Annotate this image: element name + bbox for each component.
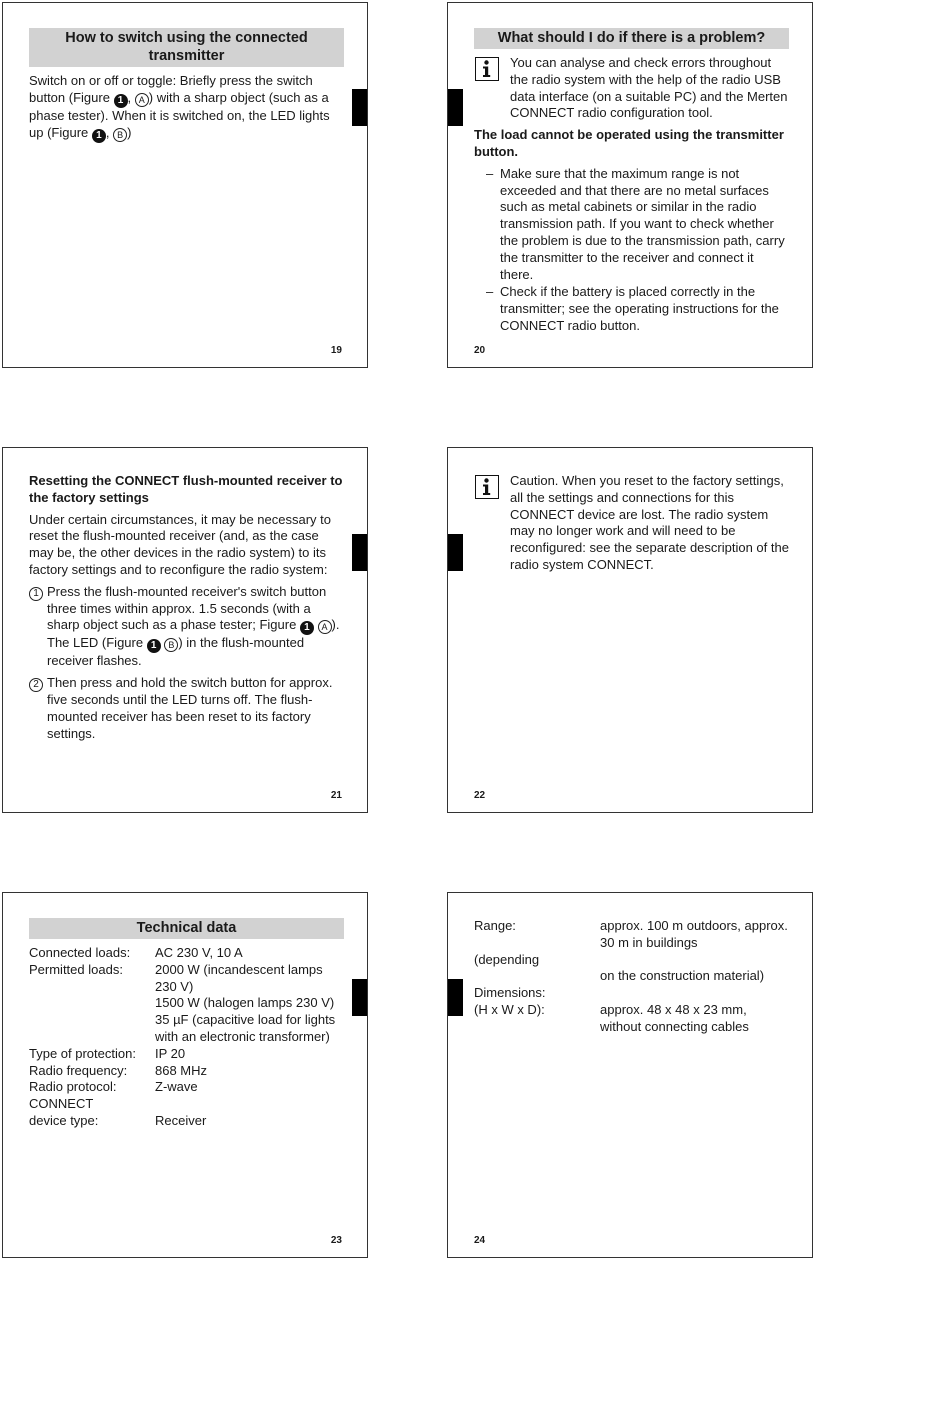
dash-marker: –	[486, 165, 494, 181]
figure-number-icon: 1	[114, 94, 128, 108]
problem-heading: The load cannot be operated using the transmitter button.	[474, 127, 784, 159]
page-21-content	[29, 473, 344, 747]
page-23	[2, 892, 368, 1258]
spec-key: device type:	[29, 1112, 99, 1128]
spec-value: 868 MHz	[155, 1062, 208, 1078]
table-row	[29, 1063, 344, 1080]
section-title: How to switch using the connected transmitter	[29, 28, 344, 67]
spec-value: Receiver	[155, 1112, 207, 1128]
page-22	[447, 447, 813, 813]
step-1	[29, 584, 344, 670]
step-1-icon: 1	[29, 587, 43, 601]
table-row	[29, 1096, 344, 1113]
text-segment: ,	[105, 124, 114, 140]
figure-number-icon: 1	[300, 621, 314, 635]
page-number: 19	[330, 345, 342, 356]
thumb-tab	[448, 89, 463, 126]
info-icon	[475, 475, 499, 499]
text-segment: Press the flush-mounted receiver's switch button three times within approx. 1.5 seconds (with a sharp object such as a phase tester; Figure	[47, 583, 327, 633]
step-2	[29, 675, 344, 742]
table-row	[29, 1012, 344, 1046]
list-item-text: Check if the battery is placed correctly in the transmitter; see the operating instructions for the CONNECT radio button.	[500, 284, 779, 333]
page-number: 21	[330, 790, 342, 801]
callout-a-icon: A	[318, 620, 332, 634]
list-item	[486, 166, 789, 284]
spec-key: Radio protocol:	[29, 1079, 117, 1095]
page-20	[447, 2, 813, 368]
reset-heading: Resetting the CONNECT flush-mounted receiver to the factory settings	[29, 473, 343, 505]
section-title: Technical data	[29, 918, 344, 939]
spec-key: (depending	[474, 951, 540, 967]
table-row	[474, 985, 789, 1002]
table-row	[474, 952, 789, 969]
range-dimensions-table	[474, 918, 789, 1036]
info-icon	[475, 57, 499, 81]
info-text: You can analyse and check errors throughout the radio system with the help of the radio USB data interface (on a suitable PC) and the Merten CONNECT radio configuration tool.	[510, 55, 788, 121]
text-segment: ) with a sharp object (such as a phase tester). When it is switched on, the LED lights up (Figure	[29, 89, 330, 140]
page-number: 22	[474, 790, 486, 801]
page-number: 20	[474, 345, 486, 356]
thumb-tab	[352, 534, 367, 571]
spec-value	[155, 1096, 344, 1113]
spec-key: Dimensions:	[474, 985, 546, 1001]
thumb-tab	[448, 979, 463, 1016]
table-row	[474, 968, 789, 985]
text-segment: )	[127, 124, 132, 140]
callout-b-icon: B	[113, 128, 127, 142]
spec-value: 2000 W (incandescent lamps 230 V)	[155, 961, 323, 994]
figure-number-icon: 1	[92, 129, 106, 143]
step-2-icon: 2	[29, 678, 43, 692]
spec-value: on the construction material)	[600, 968, 765, 984]
table-row	[29, 1113, 344, 1130]
page-24-content	[474, 918, 789, 1036]
dash-marker: –	[486, 284, 494, 300]
list-item	[486, 284, 789, 334]
spec-key	[29, 1012, 155, 1046]
table-row	[29, 1046, 344, 1063]
thumb-tab	[352, 89, 367, 126]
page-23-content	[29, 918, 344, 1130]
thumb-tab	[352, 979, 367, 1016]
text-segment: ,	[127, 89, 135, 105]
page-number: 24	[474, 1235, 486, 1246]
figure-number-icon: 1	[147, 639, 161, 653]
text-segment: ) in the flush-mounted receiver flashes.	[47, 635, 305, 669]
spec-key: Connected loads:	[29, 945, 131, 960]
spec-key: Range:	[474, 918, 516, 933]
spec-key: Permitted loads:	[29, 961, 123, 977]
spec-value: 35 µF (capacitive load for lights with an electronic transformer)	[155, 1012, 336, 1044]
spec-key: (H x W x D):	[474, 1001, 545, 1017]
table-row	[29, 995, 344, 1012]
step-number	[29, 675, 47, 742]
caution-note	[474, 473, 789, 574]
page-22-content	[474, 473, 789, 579]
page-19	[2, 2, 368, 368]
step-2-text: Then press and hold the switch button for approx. five seconds until the LED turns off. The flush-mounted receiver has been reset to its factory settings.	[47, 675, 333, 741]
spec-value: Z-wave	[155, 1079, 198, 1095]
table-row	[474, 918, 789, 952]
spec-key: Radio frequency:	[29, 1062, 128, 1078]
spec-value: IP 20	[155, 1045, 186, 1061]
step-number	[29, 584, 47, 670]
table-row	[29, 1079, 344, 1096]
page-24	[447, 892, 813, 1258]
list-item-text: Make sure that the maximum range is not exceeded and that there are no metal surfaces such as metal cabinets or similar in the radio transmission path. If you want to check whether the problem is due to the transmission path, carry the transmitter to the receiver and connect it there.	[500, 165, 785, 282]
text-segment	[314, 617, 318, 632]
section-title: What should I do if there is a problem?	[474, 28, 789, 49]
reset-intro: Under certain circumstances, it may be necessary to reset the flush-mounted receiver (and, as the case may be, the other devices in the radio system) to its factory settings and to reconfigure the radio system:	[29, 511, 332, 577]
spec-value: 1500 W (halogen lamps 230 V)	[155, 995, 335, 1011]
technical-data-table	[29, 945, 344, 1130]
switch-instructions	[29, 73, 344, 143]
spec-value	[600, 985, 789, 1002]
table-row	[474, 1002, 789, 1036]
caution-text: Caution. When you reset to the factory settings, all the settings and connections for this CONNECT device are lost. The radio system may no longer work and will need to be reconfigured: see the separate description of the radio system CONNECT.	[510, 473, 789, 572]
step-1-text	[47, 584, 344, 670]
table-row	[29, 945, 344, 962]
text-segment: Switch on or off or toggle: Briefly press the switch button (Figure	[29, 73, 313, 105]
thumb-tab	[448, 534, 463, 571]
spec-key: Type of protection:	[29, 1045, 136, 1061]
spec-key	[29, 995, 155, 1012]
page-21	[2, 447, 368, 813]
spec-value: AC 230 V, 10 A	[155, 945, 243, 960]
spec-value: approx. 100 m outdoors, approx. 30 m in buildings	[600, 918, 788, 950]
callout-a-icon: A	[135, 93, 149, 107]
spec-value	[600, 952, 789, 969]
page-number: 23	[330, 1235, 342, 1246]
info-note	[474, 55, 789, 122]
callout-b-icon: B	[164, 638, 178, 652]
text-segment: ). The LED (Figure	[47, 617, 340, 651]
page-20-content	[474, 28, 789, 336]
spec-key	[474, 968, 600, 985]
table-row	[29, 962, 344, 996]
page-19-content	[29, 28, 344, 148]
spec-value: approx. 48 x 48 x 23 mm, without connecting cables	[600, 1001, 749, 1034]
spec-key: CONNECT	[29, 1096, 94, 1112]
